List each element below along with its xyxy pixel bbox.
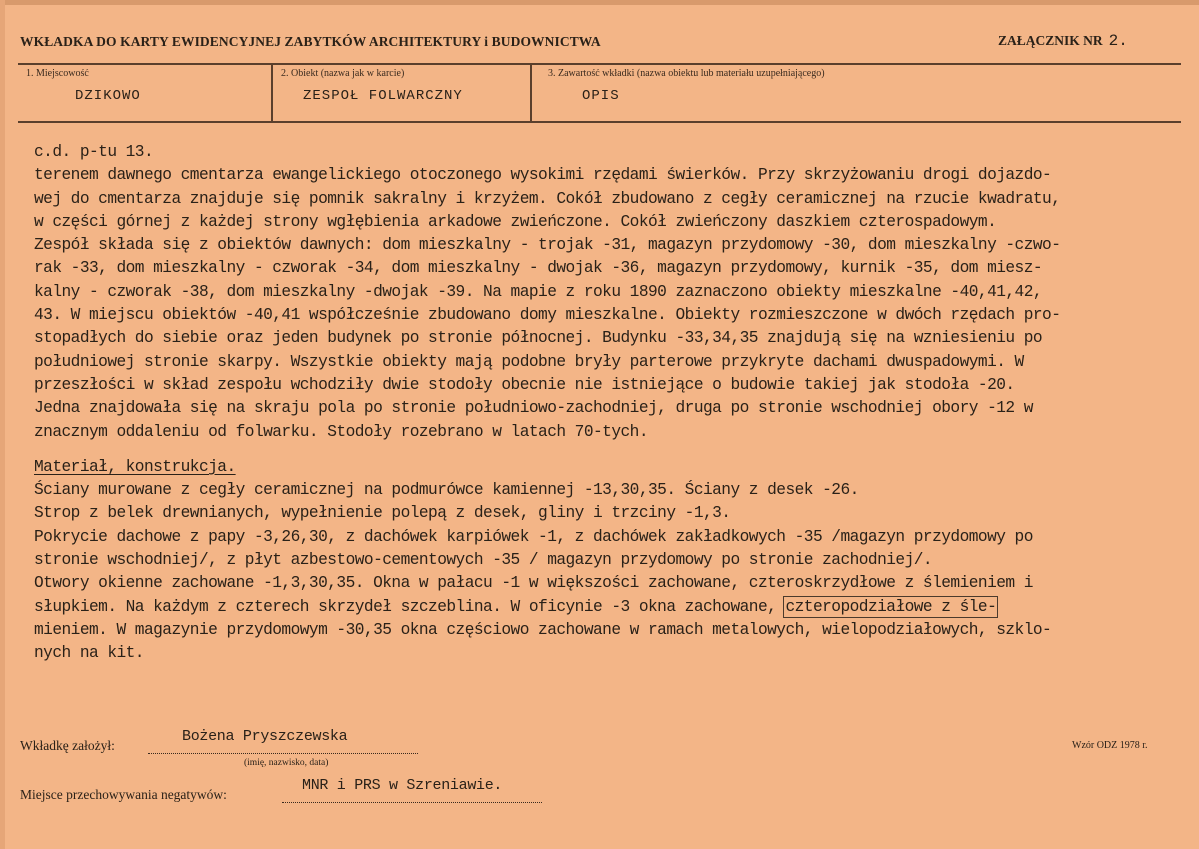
card-top-edge	[0, 0, 1199, 5]
section-line: Ściany murowane z cegły ceramicznej na podmurówce kamiennej -13,30,35. Ściany z desek -26.	[34, 481, 859, 500]
section-heading: Materiał, konstrukcja.	[34, 457, 236, 476]
object-value: ZESPOŁ FOLWARCZNY	[303, 88, 463, 104]
object-label: 2. Obiekt (nazwa jak w karcie)	[281, 68, 405, 79]
boxed-line-start: słupkiem. Na każdym z czterech skrzydeł szczeblina. W oficynie -3 okna zachowane,	[34, 597, 777, 616]
section-line-boxed	[34, 596, 1194, 619]
header-rule-bottom	[18, 121, 1181, 123]
body-line: przeszłości w skład zespołu wchodziły dwie stodoły obecnie nie istniejące o budowie takiej jak stodoła -20.	[34, 375, 1015, 394]
author-label: Wkładkę założył:	[20, 738, 115, 753]
author-caption: (imię, nazwisko, data)	[244, 758, 329, 768]
body-line: rak -33, dom mieszkalny - czworak -34, dom mieszkalny - dwojak -36, magazyn przydomowy, kurnik -35, dom miesz-	[34, 259, 1043, 278]
section-line: Pokrycie dachowe z papy -3,26,30, z dachówek karpiówek -1, z dachówek zakładkowych -35 /magazyn przydomowy po	[34, 527, 1033, 546]
body-line: c.d. p-tu 13.	[34, 143, 154, 161]
annex-value: 2.	[1108, 32, 1128, 50]
section-line: stronie wschodniej/, z płyt azbestowo-cementowych -35 / magazyn przydomowy po stronie zachodniej/.	[34, 551, 933, 570]
body-line: stopadłych do siebie oraz jeden budynek po stronie północnej. Budynku -33,34,35 znajdują się na wzniesieniu po	[34, 329, 1043, 348]
author-value: Bożena Pryszczewska	[182, 728, 348, 745]
field-divider-2	[530, 63, 532, 123]
content-value: OPIS	[582, 88, 620, 104]
section-gap	[34, 444, 1194, 456]
body-line: kalny - czworak -38, dom mieszkalny -dwojak -39. Na mapie z roku 1890 zaznaczono obiekty mieszkalne -40,41,42,	[34, 282, 1043, 301]
form-pattern-mark: Wzór ODZ 1978 r.	[1072, 740, 1148, 751]
body-line: Jedna znajdowała się na skraju pola po stronie południowo-zachodniej, druga po stronie wschodniej obory -12 w	[34, 399, 1033, 418]
body-line: wej do cmentarza znajduje się pomnik sakralny i krzyżem. Cokół zbudowano z cegły ceramicznej na rzucie kwadratu,	[34, 189, 1061, 208]
section-line: Strop z belek drewnianych, wypełnienie polepą z desek, gliny i trzciny -1,3.	[34, 504, 731, 523]
storage-label: Miejsce przechowywania negatywów:	[20, 787, 227, 802]
body-line: terenem dawnego cmentarza ewangelickiego otoczonego wysokimi rzędami świerków. Przy skrzyżowaniu drogi dojazdo-	[34, 166, 1052, 185]
boxed-correction: czteropodziałowe z śle-	[785, 597, 997, 616]
header-rule-top	[18, 63, 1181, 65]
storage-dotted-line	[282, 802, 542, 803]
body-line: Zespół składa się z obiektów dawnych: dom mieszkalny - trojak -31, magazyn przydomowy -30, dom mieszkalny -czwo-	[34, 236, 1061, 255]
author-dotted-line	[148, 753, 418, 754]
body-line: w części górnej z każdej strony wgłębienia arkadowe zwieńczone. Cokół zwieńczony daszkiem czterospadowym.	[34, 212, 997, 231]
body-line: znacznym oddaleniu od folwarku. Stodoły rozebrano w latach 70-tych.	[34, 422, 648, 441]
storage-value: MNR i PRS w Szreniawie.	[302, 777, 503, 794]
section-line: Otwory okienne zachowane -1,3,30,35. Okna w pałacu -1 w większości zachowane, czteroskrzydłowe z ślemieniem i	[34, 574, 1033, 593]
field-divider-1	[271, 63, 273, 123]
body-line: południowej stronie skarpy. Wszystkie obiekty mają podobne bryły parterowe przykryte dachami dwuspadowymi. W	[34, 352, 1024, 371]
content-label: 3. Zawartość wkładki (nazwa obiektu lub materiału uzupełniającego)	[548, 68, 825, 79]
body-line: 43. W miejscu obiektów -40,41 współcześnie zbudowano domy mieszkalne. Obiekty rozmieszczone w dwóch rzędach pro-	[34, 306, 1061, 325]
annex-number	[998, 32, 1128, 50]
locality-label: 1. Miejscowość	[26, 68, 89, 79]
section-line: nych na kit.	[34, 644, 144, 663]
form-title: WKŁADKA DO KARTY EWIDENCYJNEJ ZABYTKÓW ARCHITEKTURY i BUDOWNICTWA	[20, 34, 601, 49]
card-left-edge	[0, 0, 5, 849]
locality-value: DZIKOWO	[75, 88, 141, 104]
description-body	[34, 141, 1194, 666]
section-heading-line	[34, 456, 1194, 479]
annex-label: ZAŁĄCZNIK NR	[998, 33, 1103, 48]
section-line: mieniem. W magazynie przydomowym -30,35 okna częściowo zachowane w ramach metalowych, wielopodziałowych, szklo-	[34, 620, 1052, 639]
